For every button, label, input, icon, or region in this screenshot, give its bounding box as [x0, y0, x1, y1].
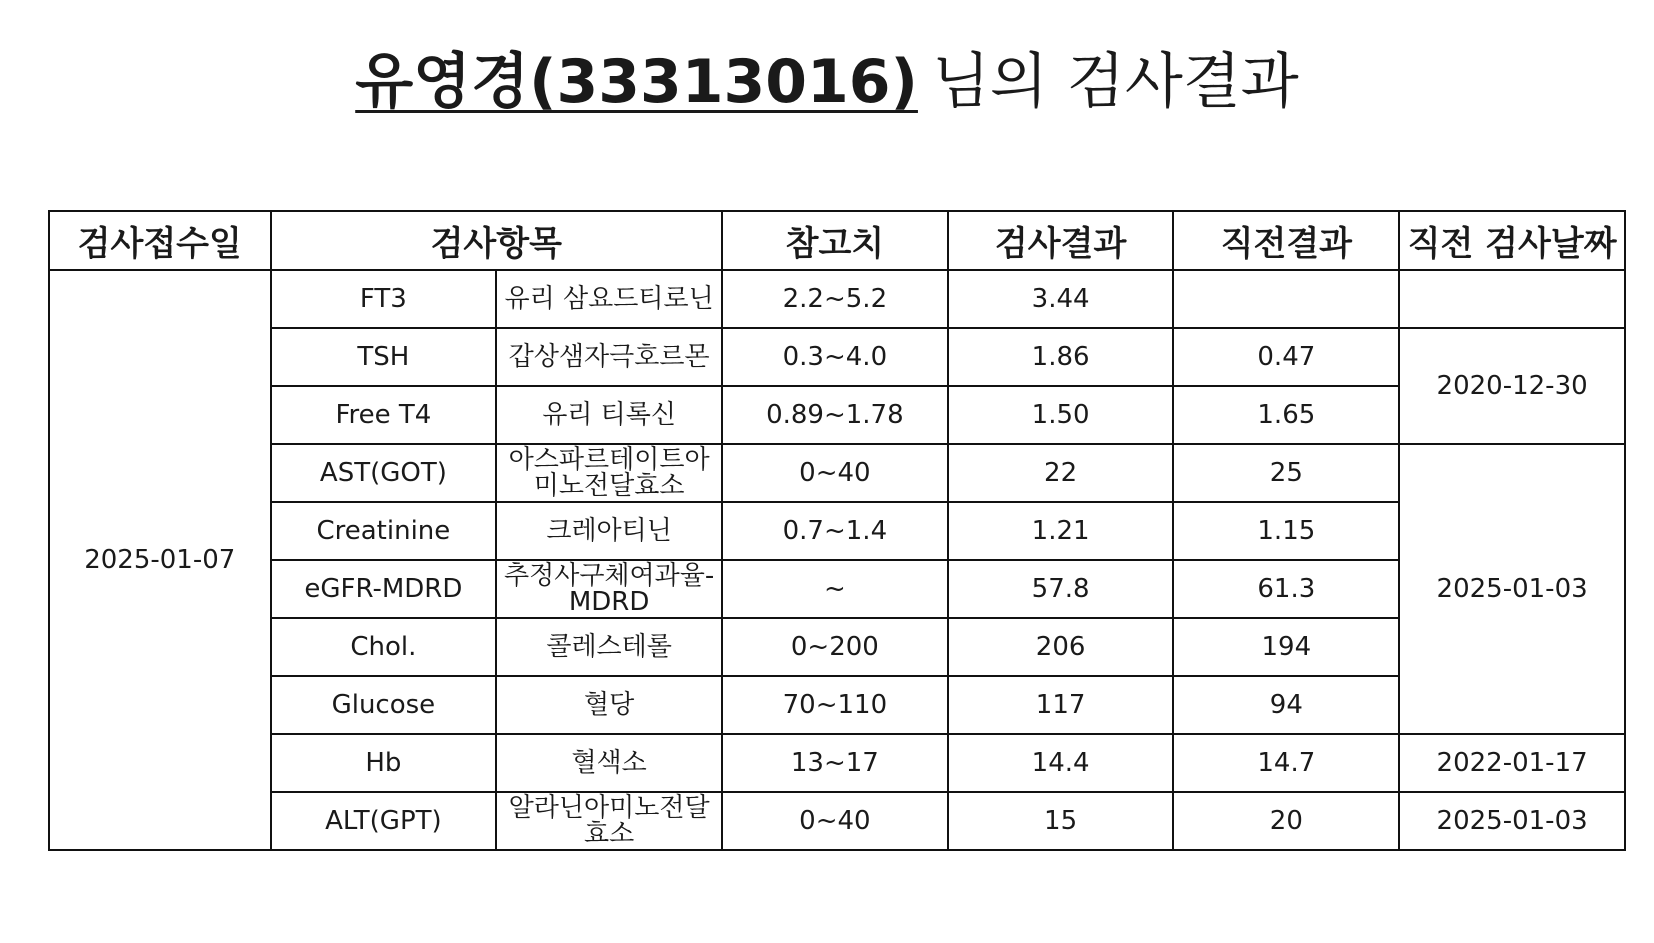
- prev-date-cell: 2025-01-03: [1399, 444, 1625, 734]
- result-cell: 206: [948, 618, 1174, 676]
- result-cell: 57.8: [948, 560, 1174, 618]
- test-name-cell: 알라닌아미노전달효소: [496, 792, 722, 850]
- prev-result-cell: 20: [1173, 792, 1399, 850]
- header-result: 검사결과: [948, 211, 1174, 270]
- reference-cell: 0~200: [722, 618, 948, 676]
- test-name-cell: 갑상샘자극호르몬: [496, 328, 722, 386]
- prev-result-cell: 1.15: [1173, 502, 1399, 560]
- table-row: [49, 734, 1625, 792]
- reference-cell: ~: [722, 560, 948, 618]
- results-body: [49, 270, 1625, 850]
- result-cell: 1.86: [948, 328, 1174, 386]
- result-cell: 22: [948, 444, 1174, 502]
- prev-result-cell: [1173, 270, 1399, 328]
- test-code-cell: Hb: [271, 734, 497, 792]
- test-name-cell: 콜레스테롤: [496, 618, 722, 676]
- reference-cell: 70~110: [722, 676, 948, 734]
- page-title: [0, 42, 1654, 122]
- header-prev-date: 직전 검사날짜: [1399, 211, 1625, 270]
- prev-result-cell: 0.47: [1173, 328, 1399, 386]
- receipt-date-cell: 2025-01-07: [49, 270, 271, 850]
- result-cell: 1.50: [948, 386, 1174, 444]
- test-name-cell: 유리 삼요드티로닌: [496, 270, 722, 328]
- test-code-cell: Free T4: [271, 386, 497, 444]
- test-code-cell: ALT(GPT): [271, 792, 497, 850]
- prev-result-cell: 194: [1173, 618, 1399, 676]
- prev-result-cell: 94: [1173, 676, 1399, 734]
- table-row: [49, 502, 1625, 560]
- prev-result-cell: 25: [1173, 444, 1399, 502]
- test-name-cell: 추정사구체여과율-MDRD: [496, 560, 722, 618]
- table-row: [49, 386, 1625, 444]
- header-prev-result: 직전결과: [1173, 211, 1399, 270]
- table-row: [49, 792, 1625, 850]
- prev-result-cell: 1.65: [1173, 386, 1399, 444]
- test-code-cell: Creatinine: [271, 502, 497, 560]
- result-cell: 14.4: [948, 734, 1174, 792]
- table-row: [49, 328, 1625, 386]
- reference-cell: 0~40: [722, 792, 948, 850]
- reference-cell: 0~40: [722, 444, 948, 502]
- result-cell: 15: [948, 792, 1174, 850]
- result-cell: 3.44: [948, 270, 1174, 328]
- prev-date-cell: [1399, 270, 1625, 328]
- result-cell: 117: [948, 676, 1174, 734]
- test-code-cell: Chol.: [271, 618, 497, 676]
- prev-result-cell: 14.7: [1173, 734, 1399, 792]
- title-suffix: 님의 검사결과: [931, 47, 1299, 117]
- table-row: [49, 560, 1625, 618]
- header-reference: 참고치: [722, 211, 948, 270]
- test-code-cell: TSH: [271, 328, 497, 386]
- test-name-cell: 혈색소: [496, 734, 722, 792]
- header-item: 검사항목: [271, 211, 722, 270]
- reference-cell: 0.89~1.78: [722, 386, 948, 444]
- test-code-cell: FT3: [271, 270, 497, 328]
- reference-cell: 13~17: [722, 734, 948, 792]
- test-name-cell: 크레아티닌: [496, 502, 722, 560]
- reference-cell: 0.7~1.4: [722, 502, 948, 560]
- test-name-cell: 혈당: [496, 676, 722, 734]
- reference-cell: 0.3~4.0: [722, 328, 948, 386]
- prev-date-cell: 2025-01-03: [1399, 792, 1625, 850]
- header-receipt-date: 검사접수일: [49, 211, 271, 270]
- results-table: [48, 210, 1626, 851]
- test-code-cell: eGFR-MDRD: [271, 560, 497, 618]
- prev-result-cell: 61.3: [1173, 560, 1399, 618]
- prev-date-cell: 2022-01-17: [1399, 734, 1625, 792]
- prev-date-cell: 2020-12-30: [1399, 328, 1625, 444]
- result-cell: 1.21: [948, 502, 1174, 560]
- table-row: [49, 618, 1625, 676]
- table-row: [49, 270, 1625, 328]
- test-name-cell: 아스파르테이트아미노전달효소: [496, 444, 722, 502]
- test-code-cell: Glucose: [271, 676, 497, 734]
- patient-name: 유영경(33313016): [355, 47, 918, 117]
- test-name-cell: 유리 티록신: [496, 386, 722, 444]
- reference-cell: 2.2~5.2: [722, 270, 948, 328]
- header-row: [49, 211, 1625, 270]
- test-code-cell: AST(GOT): [271, 444, 497, 502]
- table-row: [49, 444, 1625, 502]
- table-row: [49, 676, 1625, 734]
